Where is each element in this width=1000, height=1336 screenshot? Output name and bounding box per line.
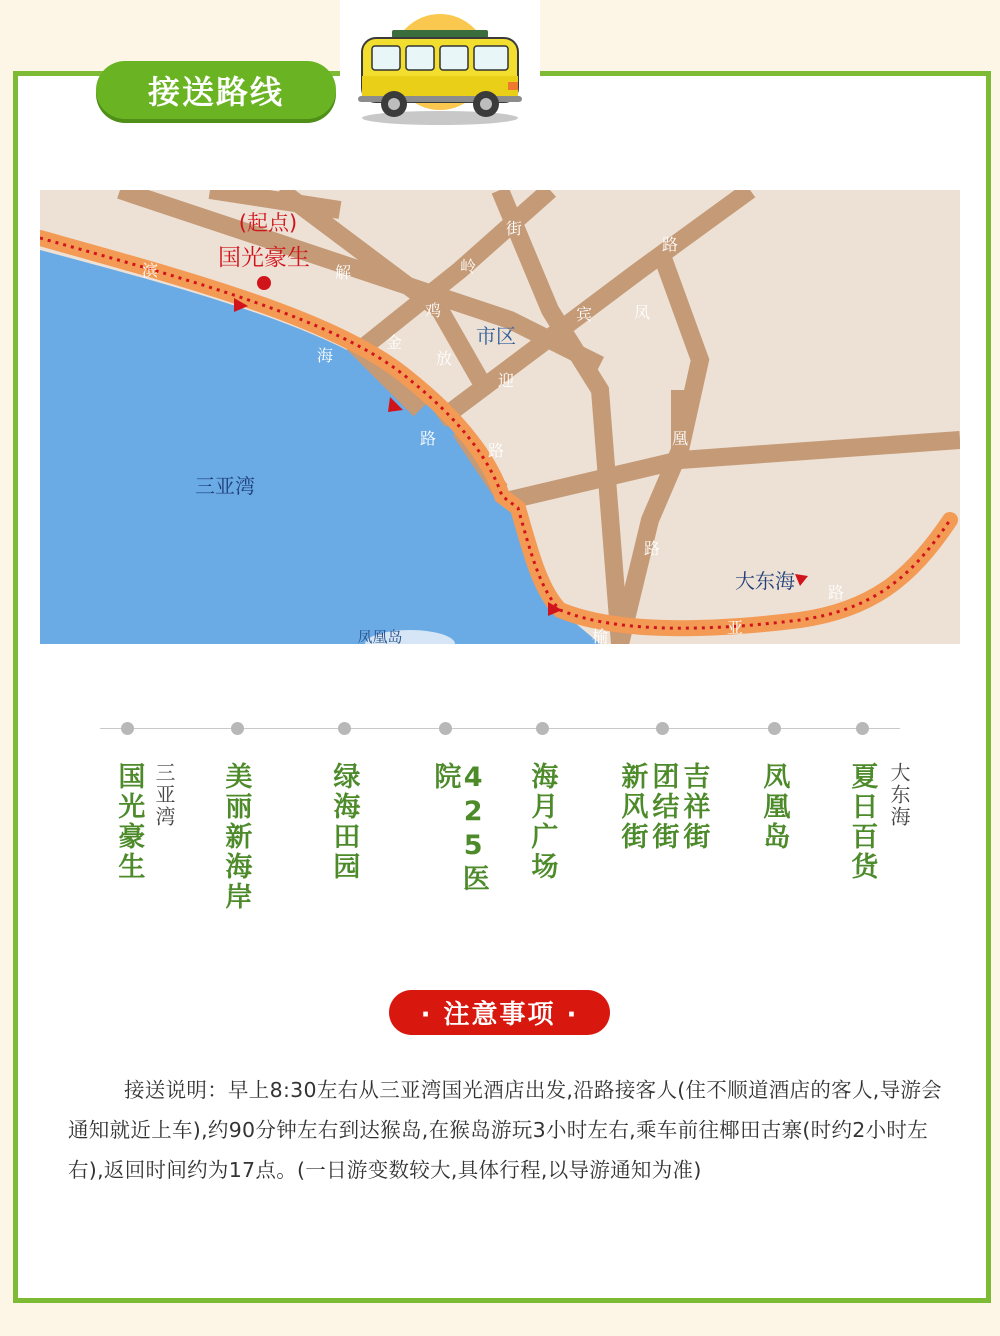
island-label: 凤凰岛 <box>357 628 403 644</box>
stop-phoenix-island: 凤凰岛 <box>758 762 790 852</box>
stop-dot <box>656 722 669 735</box>
stop-timeline <box>100 718 911 918</box>
road-char: 亚 <box>726 618 744 637</box>
road-char: 路 <box>661 235 679 254</box>
route-title-tab: 接送路线 <box>96 61 336 119</box>
road-char: 解 <box>334 263 352 282</box>
stop-dot <box>856 722 869 735</box>
notice-title-badge: · 注意事项 · <box>389 990 610 1035</box>
stop-dot <box>439 722 452 735</box>
road-char: 路 <box>419 429 437 448</box>
stop-xiari-mall: 夏日百货 <box>846 762 878 882</box>
bus-illustration-area <box>340 0 540 130</box>
road-char: 凰 <box>671 429 689 448</box>
stop-dot <box>231 722 244 735</box>
stop-dot <box>536 722 549 735</box>
road-char: 宾 <box>575 305 593 324</box>
stop-dot <box>338 722 351 735</box>
road-char: 岭 <box>459 257 477 276</box>
stop-lvhai-tianyuan: 绿海田园 <box>328 762 360 882</box>
stop-jixiang-street: 吉祥街 <box>678 762 710 852</box>
stop-dot <box>121 722 134 735</box>
road-char: 鸡 <box>424 301 442 320</box>
east-sea-label: 大东海 <box>735 569 795 593</box>
road-char: 街 <box>505 219 523 238</box>
route-map <box>40 190 960 644</box>
road-char: 路 <box>487 441 505 460</box>
road-char: 路 <box>643 539 661 558</box>
stop-dot <box>768 722 781 735</box>
stop-tuanjie-street: 团结街 <box>647 762 679 852</box>
stop-meili-xinhaian: 美丽新海岸 <box>220 762 252 912</box>
road-char: 滨 <box>141 261 159 280</box>
bus-icon <box>340 0 540 130</box>
road-char: 迎 <box>497 371 515 390</box>
road-char: 凤 <box>633 303 651 322</box>
area-dadonghai: 大东海 <box>887 762 911 828</box>
stop-guoguang: 国光豪生 <box>113 762 145 882</box>
stop-xinfeng-street: 新风街 <box>616 762 648 852</box>
road-char: 榆 <box>591 627 609 644</box>
area-sanya-bay: 三亚湾 <box>152 762 176 828</box>
start-name: 国光豪生 <box>218 245 310 271</box>
start-tag: (起点) <box>238 211 298 235</box>
road-char: 金 <box>385 333 403 352</box>
bay-label: 三亚湾 <box>195 474 255 498</box>
district-label: 市区 <box>476 324 516 348</box>
stop-haiyue-square: 海月广场 <box>526 762 558 882</box>
start-point-marker <box>257 276 271 290</box>
road-char: 路 <box>827 583 845 602</box>
road-char: 放 <box>435 349 453 368</box>
notice-paragraph: 接送说明：早上8:30左右从三亚湾国光酒店出发,沿路接客人(住不顺道酒店的客人,导游会通知就近上车),约90分钟左右到达猴岛,在猴岛游玩3小时左右,乘车前往椰田古寨(时约2小时左右),返回时间约为17点。(一日游变数较大,具体行程,以导游通知为准) <box>68 1078 942 1182</box>
stop-425-hospital: 425医院 <box>429 762 489 894</box>
road-char: 海 <box>316 346 334 365</box>
